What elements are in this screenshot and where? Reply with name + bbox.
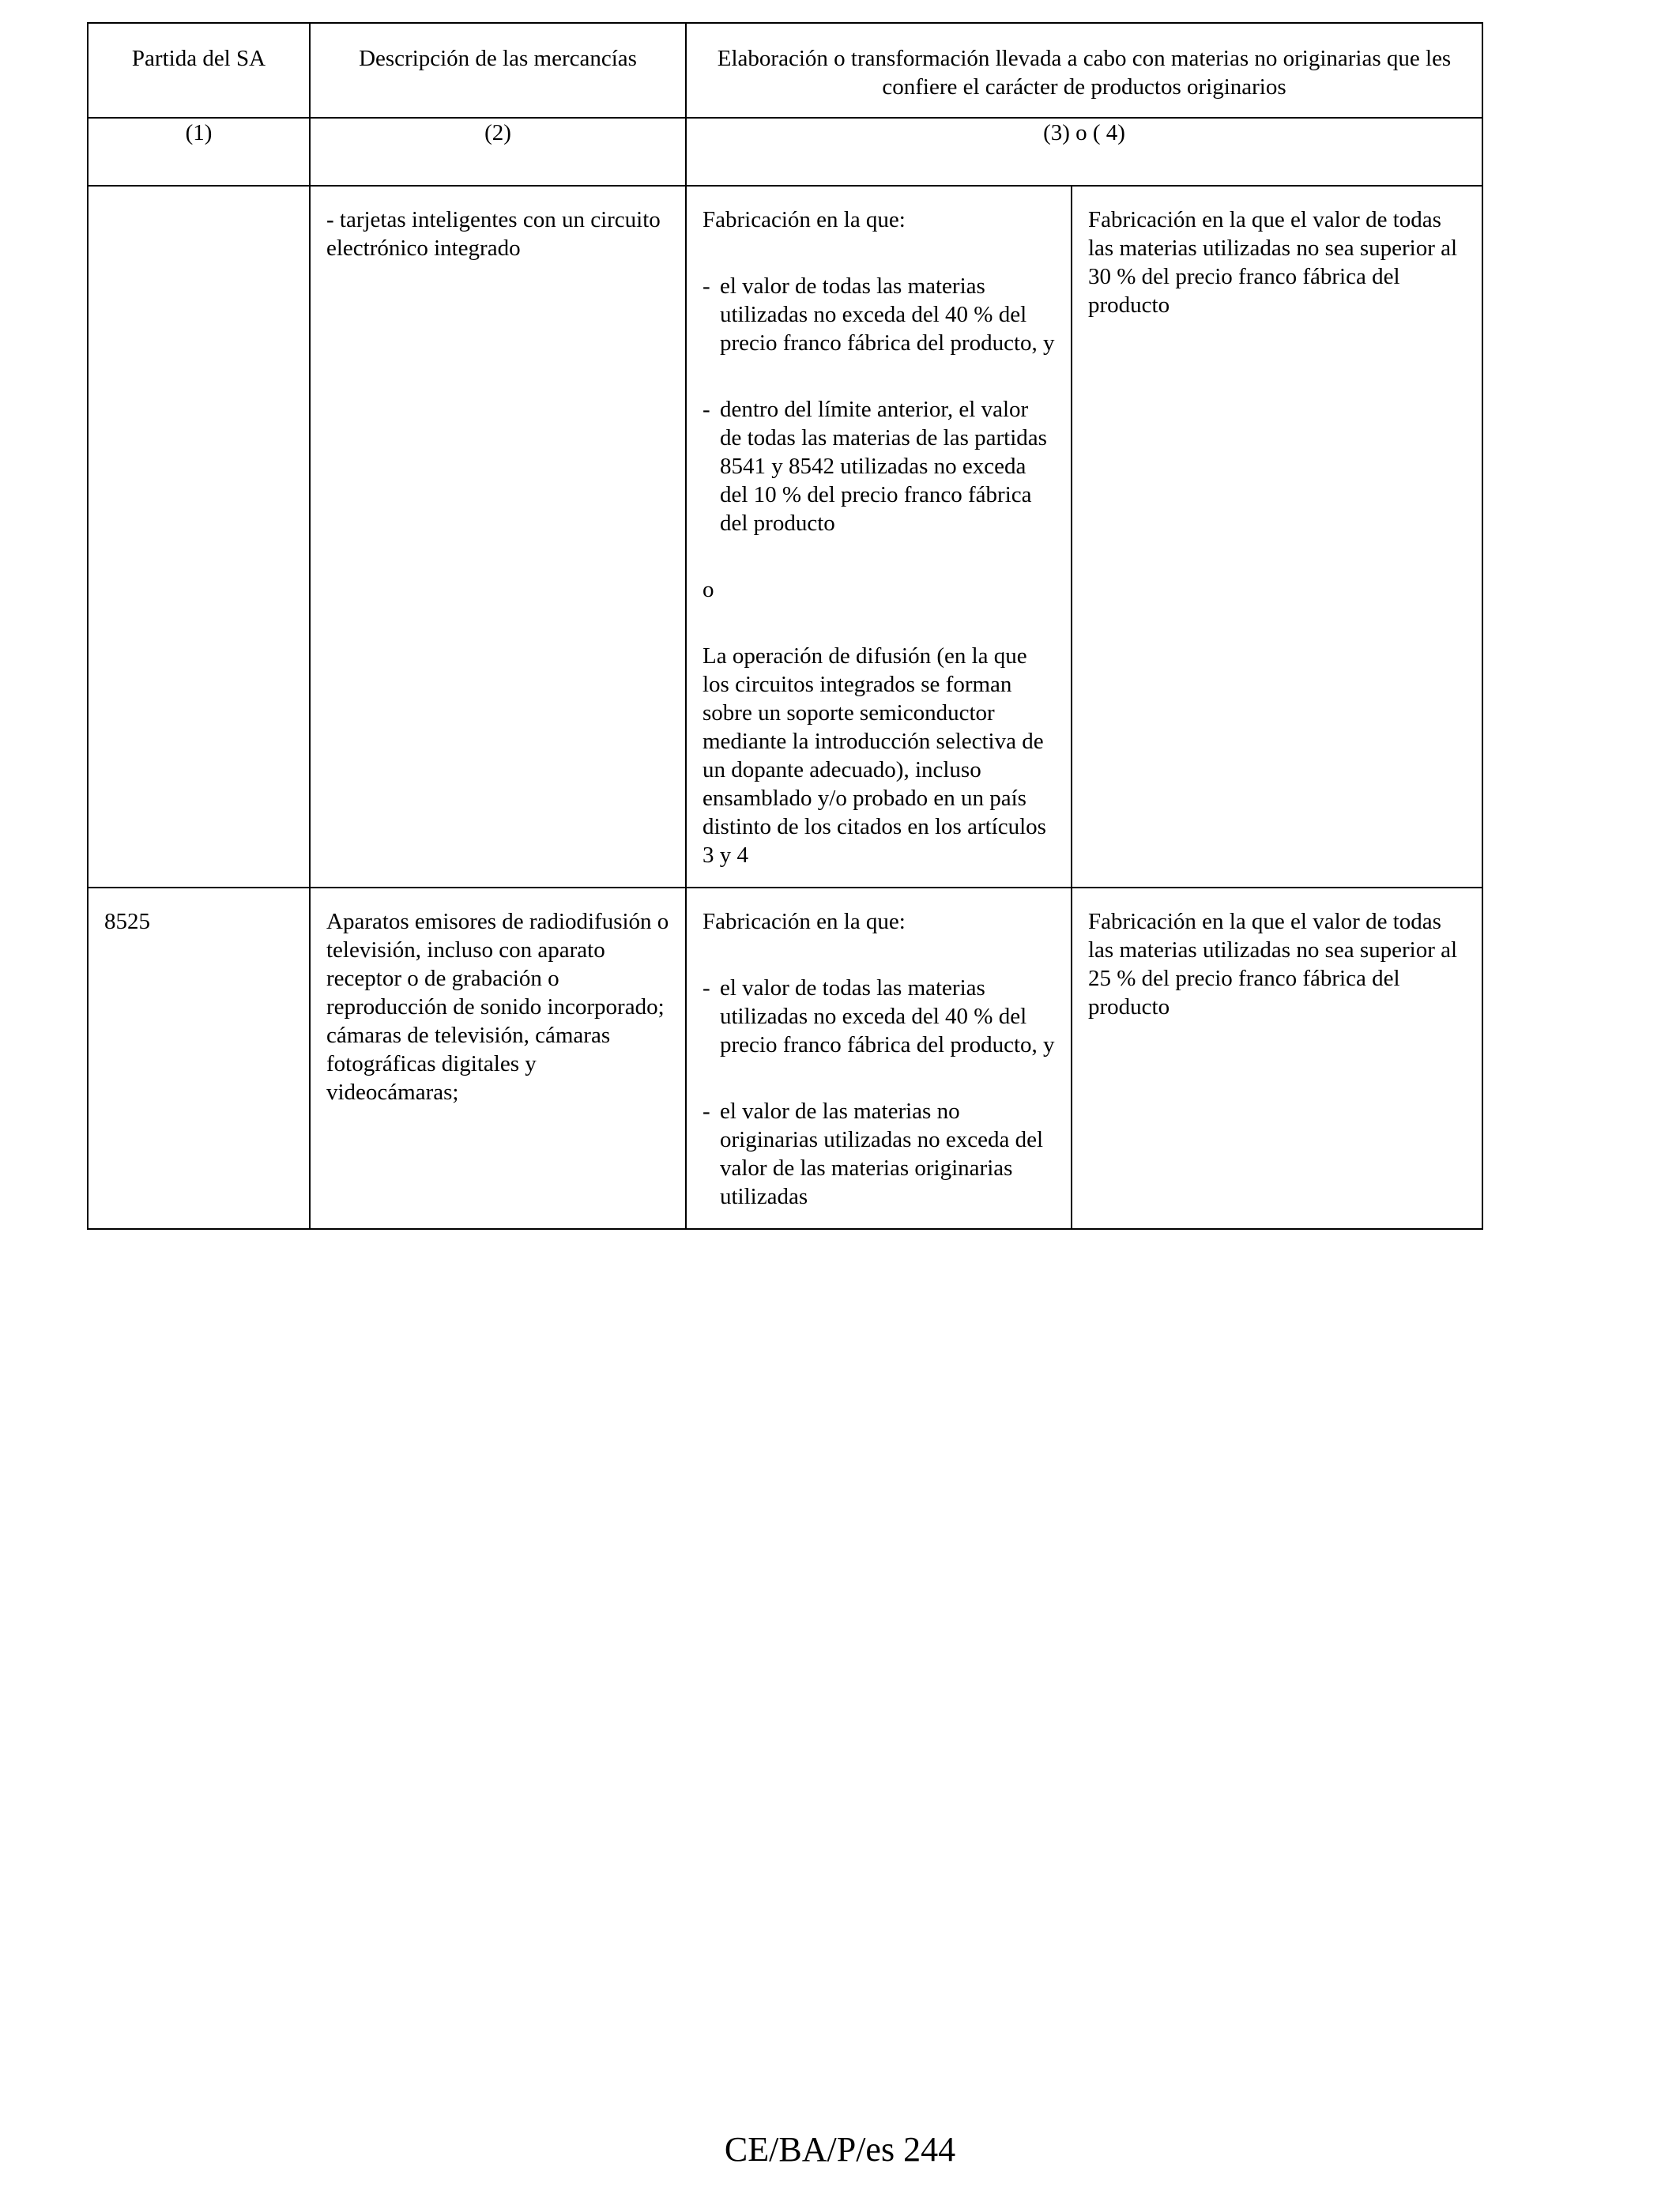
rule-col3-cell — [686, 888, 1072, 1229]
rule-item-text: dentro del límite anterior, el valor de todas las materias de las partidas 8541 y 8542 utilizadas no exceda del 10 % del precio franco fábrica del producto — [720, 397, 1047, 536]
dash-marker: - — [703, 397, 710, 422]
column-number-3-4: (3) o ( 4) — [686, 118, 1482, 186]
table-row — [88, 888, 1482, 1229]
rule-list-item — [703, 974, 1055, 1059]
rule-intro: Fabricación en la que: — [703, 207, 906, 232]
rule-col4-cell — [1072, 888, 1482, 1229]
header-elaboracion: Elaboración o transformación llevada a cabo con materias no originarias que les confiere el carácter de productos originarios — [686, 23, 1482, 118]
rule-col4-text: Fabricación en la que el valor de todas las materias utilizadas no sea superior al 25 % del precio franco fábrica del producto — [1088, 909, 1458, 1020]
descripcion-text: - tarjetas inteligentes con un circuito electrónico integrado — [326, 207, 661, 261]
rule-list-item — [703, 1097, 1055, 1211]
table-row — [88, 186, 1482, 888]
rules-table — [87, 22, 1483, 1230]
rule-col4-text: Fabricación en la que el valor de todas las materias utilizadas no sea superior al 30 % del precio franco fábrica del producto — [1088, 207, 1458, 318]
rule-alternative: La operación de difusión (en la que los circuitos integrados se forman sobre un soporte semiconductor mediante la introducción selectiva de un dopante adecuado), incluso ensamblado y/o probado en un país distinto de los citados en los artículos 3 y 4 — [703, 643, 1046, 868]
column-number-row — [88, 118, 1482, 186]
descripcion-cell — [310, 888, 686, 1229]
rule-or: o — [703, 577, 714, 602]
rule-col3-cell — [686, 186, 1072, 888]
descripcion-text: Aparatos emisores de radiodifusión o televisión, incluso con aparato receptor o de grabación o reproducción de sonido incorporado; cámaras de televisión, cámaras fotográficas digitales y videocámaras; — [326, 909, 669, 1105]
rule-item-text: el valor de las materias no originarias utilizadas no exceda del valor de las materias originarias utilizadas — [720, 1099, 1044, 1209]
rule-list-item — [703, 395, 1055, 537]
rule-list-item — [703, 272, 1055, 357]
column-number-1: (1) — [88, 118, 310, 186]
page-reference: CE/BA/P/es 244 — [724, 2130, 956, 2169]
rule-col4-cell — [1072, 186, 1482, 888]
partida-cell — [88, 186, 310, 888]
rule-intro: Fabricación en la que: — [703, 909, 906, 934]
descripcion-cell — [310, 186, 686, 888]
header-partida: Partida del SA — [88, 23, 310, 118]
column-number-2: (2) — [310, 118, 686, 186]
header-descripcion: Descripción de las mercancías — [310, 23, 686, 118]
header-row — [88, 23, 1482, 118]
dash-marker: - — [703, 273, 710, 299]
dash-marker: - — [703, 1099, 710, 1124]
rule-item-text: el valor de todas las materias utilizadas no exceda del 40 % del precio franco fábrica del producto, y — [720, 273, 1055, 356]
partida-cell: 8525 — [88, 888, 310, 1229]
rule-item-text: el valor de todas las materias utilizadas no exceda del 40 % del precio franco fábrica del producto, y — [720, 975, 1055, 1057]
dash-marker: - — [703, 975, 710, 1001]
